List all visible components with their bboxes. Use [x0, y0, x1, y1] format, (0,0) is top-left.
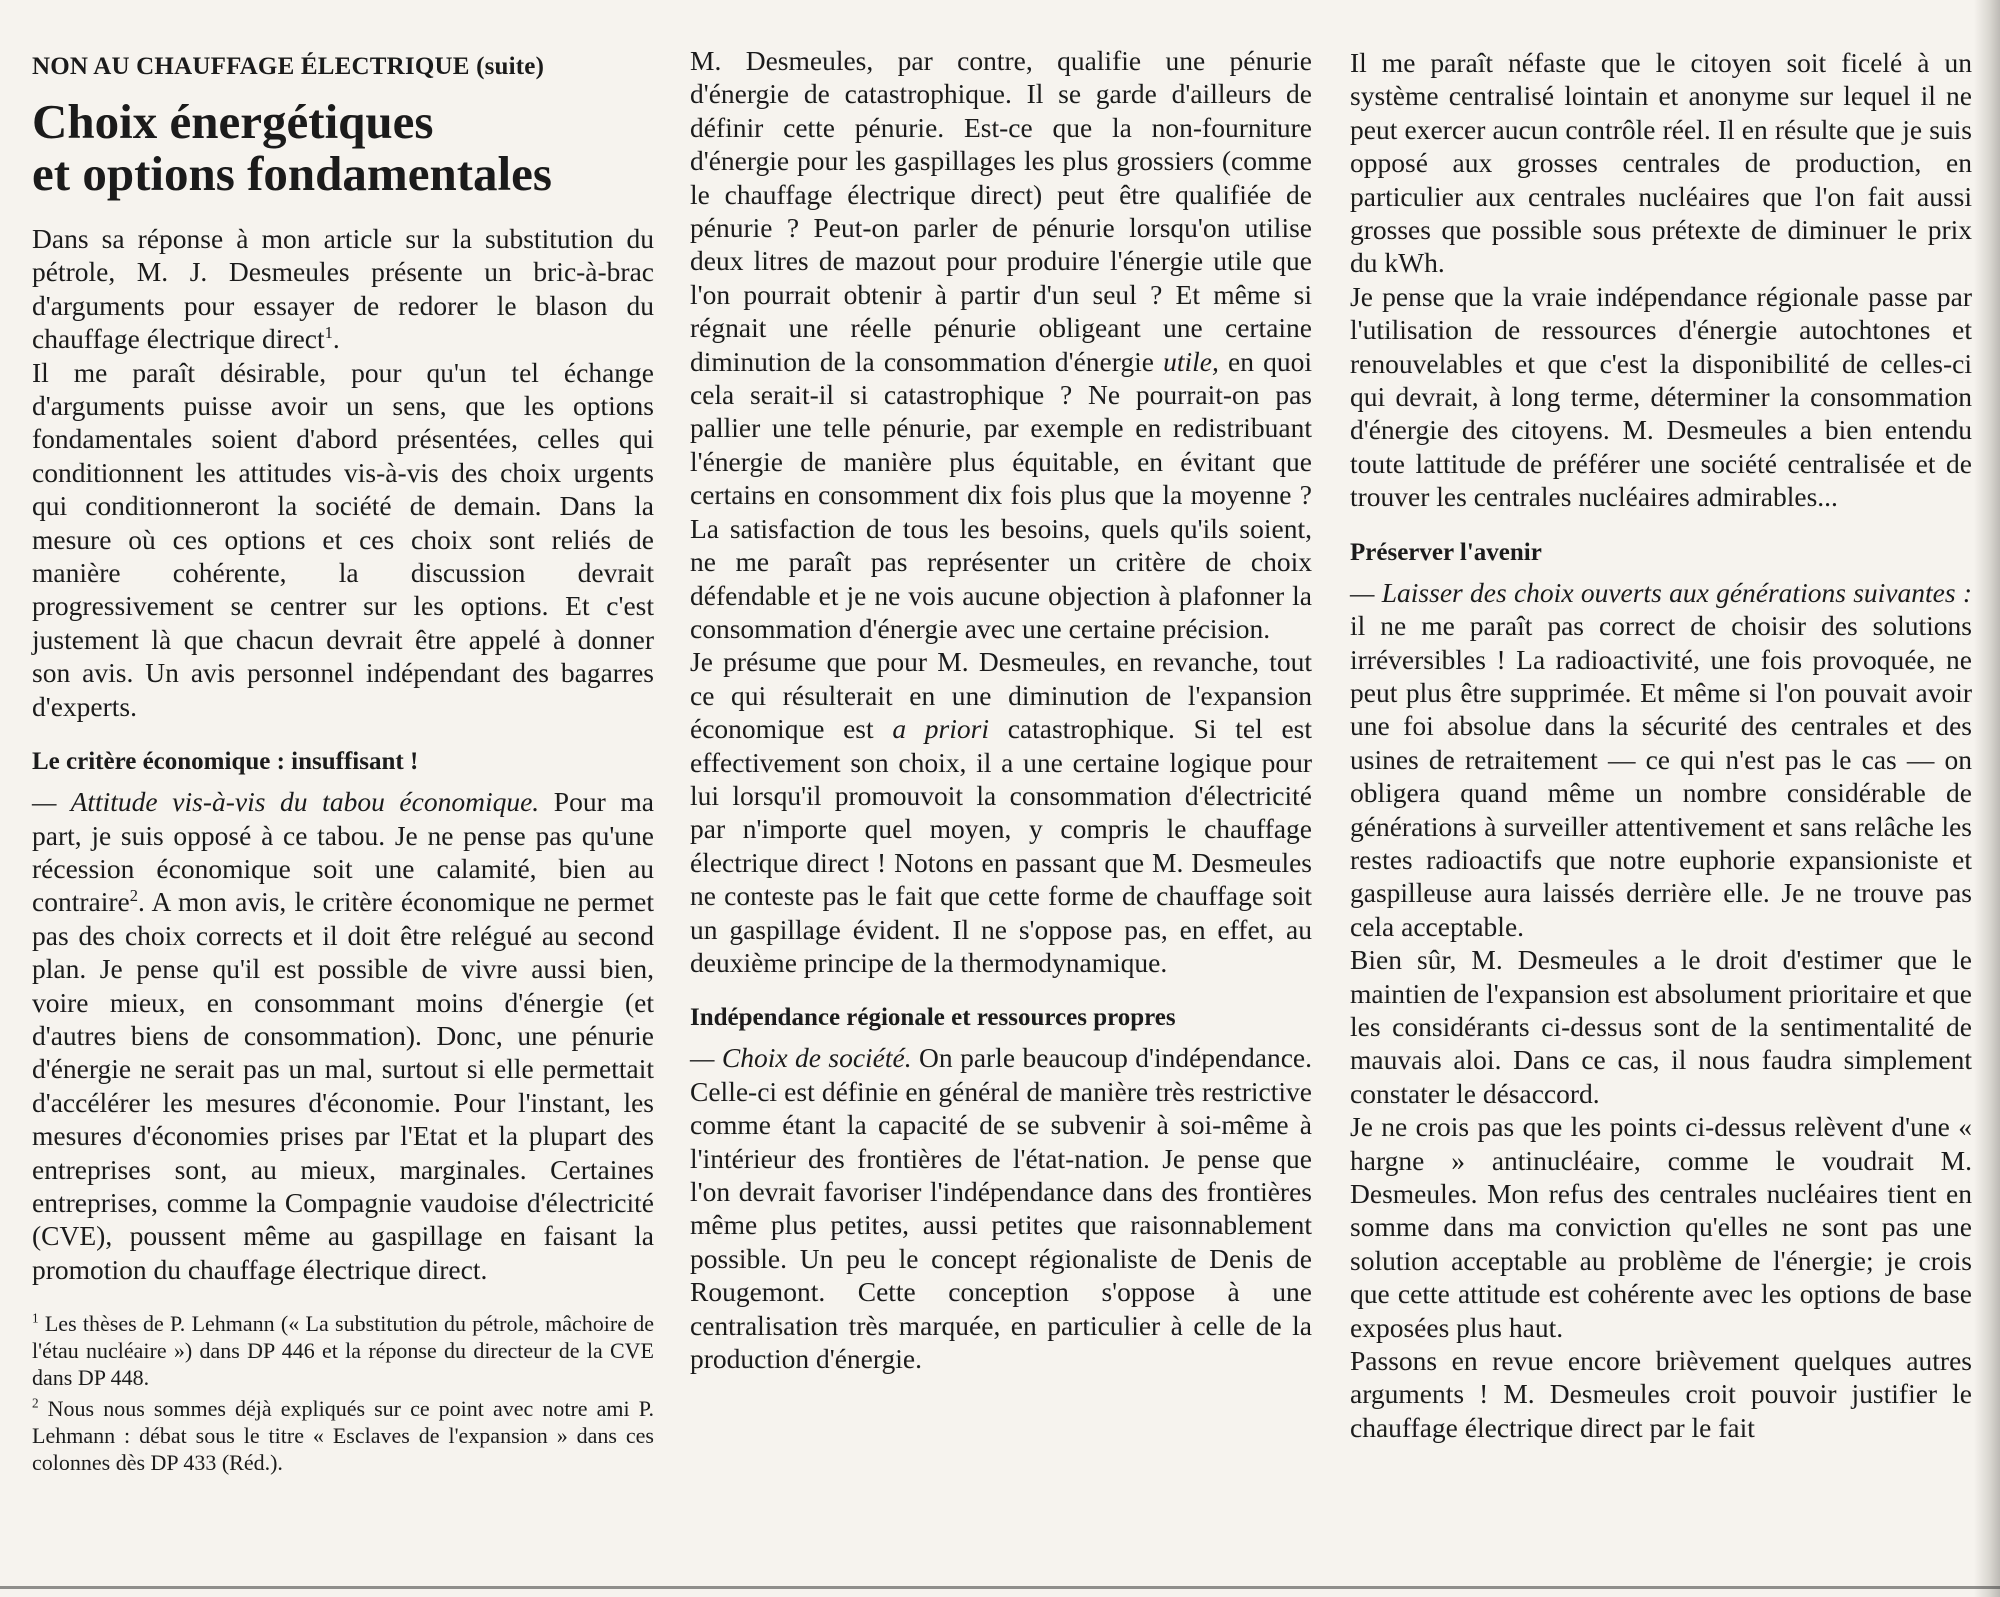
page-edge-shadow	[1974, 0, 2000, 1597]
paragraph: Je pense que la vraie indépendance régionale passe par l'utilisation de ressources d'énergie autochtones et renouvelables et que c'est la disponibilité de celles-ci qui devrait, à long terme, déterminer la consommation d'énergie des citoyens. M. Desmeules a bien entendu toute lattitude de préférer une société centralisée et de trouver les centrales nucléaires admirables...	[1350, 280, 1972, 513]
paragraph: M. Desmeules, par contre, qualifie une pénurie d'énergie de catastrophique. Il se garde d'ailleurs de définir cette pénurie. Est-ce que la non-fourniture d'énergie pour les gaspillages les plus grossiers (comme le chauffage électrique direct) peut être qualifiée de pénurie ? Peut-on parler de pénurie lorsqu'on utilise deux litres de mazout pour produire l'énergie utile que l'on pourrait obtenir à partir d'un seul ? Et même si régnait une réelle pénurie obligeant une certaine diminution de la consommation d'énergie utile, en quoi cela serait-il si catastrophique ? Ne pourrait-on pas pallier une telle pénurie, par exemple en redistribuant l'énergie de manière plus équitable, en évitant que certains en consomment dix fois plus que la moyenne ? La satisfaction de tous les besoins, quels qu'ils soient, ne me paraît pas représenter un critère de choix défendable et je ne vois aucune objection à plafonner la consommation d'énergie avec une certaine précision.	[690, 45, 1312, 644]
footnotes	[32, 1310, 654, 1476]
paragraph: Dans sa réponse à mon article sur la substitution du pétrole, M. J. Desmeules présente un bric-à-brac d'arguments pour essayer de redorer le blason du chauffage électrique direct$^1$.	[32, 223, 654, 355]
section-heading: Le critère économique : insuffisant !	[32, 748, 419, 776]
headline-line-1: Choix énergétiques	[32, 94, 434, 149]
paragraph: — Laisser des choix ouverts aux générations suivantes : il ne me paraît pas correct de choisir des solutions irréversibles ! La radioactivité, une fois provoquée, ne peut plus être supprimée. Et même si l'on pouvait avoir une foi absolue dans la sécurité des centrales et des usines de retraitement — ce qui n'est pas le cas — on obligera quand même un nombre considérable de générations à surveiller attentivement et sans relâche les restes radioactifs que notre euphorie expansioniste et gaspilleuse aura laissés derrière elle. Je ne trouve pas cela acceptable.	[1350, 576, 1972, 942]
footnote: $^1$ Les thèses de P. Lehmann (« La substitution du pétrole, mâchoire de l'étau nucléaire ») dans DP 446 et la réponse du directeur de la CVE dans DP 448.	[32, 1310, 654, 1391]
paragraph: Il me paraît néfaste que le citoyen soit ficelé à un système centralisé lointain et anonyme sur lequel il ne peut exercer aucun contrôle réel. Il en résulte que je suis opposé aux grosses centrales de production, en particulier aux centrales nucléaires que l'on fait aussi grosses que possible sous prétexte de diminuer le prix du kWh.	[1350, 47, 1972, 279]
article-kicker: NON AU CHAUFFAGE ÉLECTRIQUE (suite)	[32, 53, 545, 80]
headline-line-2: et options fondamentales	[32, 146, 552, 201]
paragraph: Bien sûr, M. Desmeules a le droit d'estimer que le maintien de l'expansion est absolument prioritaire et que les considérants ci-dessus sont de la sentimentalité de mauvais aloi. Dans ce cas, il nous faudra simplement constater le désaccord.	[1350, 944, 1972, 1109]
column-2	[690, 44, 1312, 1375]
paragraph: — Choix de société. On parle beaucoup d'indépendance. Celle-ci est définie en général de manière très restrictive comme étant la capacité de se subvenir à soi-même à l'intérieur des frontières de l'état-nation. Je pense que l'on devrait favoriser l'indépendance dans des frontières même plus petites, aussi petites que raisonnablement possible. Un peu le concept régionaliste de Denis de Rougemont. Cette conception s'oppose à une centralisation très marquée, en particulier à celle de la production d'énergie.	[690, 1042, 1313, 1375]
paragraph: Je ne crois pas que les points ci-dessus relèvent d'une « hargne » antinucléaire, comme le voudrait M. Desmeules. Mon refus des centrales nucléaires tient en somme dans ma conviction qu'elles ne sont pas une solution acceptable au problème de l'énergie; je crois que cette attitude est cohérente avec les options de base exposées plus haut.	[1350, 1111, 1972, 1343]
paragraph: Passons en revue encore brièvement quelques autres arguments ! M. Desmeules croit pouvoir justifier le chauffage électrique direct par le fait	[1350, 1345, 1972, 1443]
column-1	[32, 44, 654, 1480]
article-headline	[32, 96, 654, 200]
paragraph: Il me paraît désirable, pour qu'un tel échange d'arguments puisse avoir un sens, que les options fondamentales soient d'abord présentées, celles qui conditionnent les attitudes vis-à-vis des choix urgents qui conditionneront la société de demain. Dans la mesure où ces options et ces choix sont reliés de manière cohérente, la discussion devrait progressivement se centrer sur les options. Et c'est justement là que chacun devrait être appelé à donner son avis. Un avis personnel indépendant des bagarres d'experts.	[32, 356, 654, 722]
footnote-ref[interactable]: 1	[324, 323, 333, 343]
paragraph: — Attitude vis-à-vis du tabou économique. Pour ma part, je suis opposé à ce tabou. Je ne pense pas qu'une récession économique soit une calamité, bien au contraire$^2$. A mon avis, le critère économique ne permet pas des choix corrects et il doit être relégué au second plan. Je pense qu'il est possible de vivre aussi bien, voire mieux, en consommant moins d'énergie (et d'autres biens de consommation). Donc, une pénurie d'énergie ne serait pas un mal, surtout si elle permettait d'accélérer les mesures d'économie. Pour l'instant, les mesures d'économies prises par l'Etat et la plupart des entreprises sont, au mieux, marginales. Certaines entreprises, comme la Compagnie vaudoise d'électricité (CVE), poussent même au gaspillage en faisant la promotion du chauffage électrique direct.	[32, 786, 654, 1285]
footnote: $^2$ Nous nous sommes déjà expliqués sur ce point avec notre ami P. Lehmann : débat sous le titre « Esclaves de l'expansion » dans ces colonnes dès DP 433 (Réd.).	[32, 1395, 654, 1476]
paragraph: Je présume que pour M. Desmeules, en revanche, tout ce qui résulterait en une diminution de l'expansion économique est a priori catastrophique. Si tel est effectivement son choix, il a une certaine logique pour lui lorsqu'il promouvoit la consommation d'électricité par n'importe quel moyen, y compris le chauffage électrique direct ! Notons en passant que M. Desmeules ne conteste pas le fait que cette forme de chauffage soit un gaspillage évident. Il ne s'oppose pas, en effet, au deuxième principe de la thermodynamique.	[690, 646, 1313, 978]
section-heading: Préserver l'avenir	[1350, 538, 1542, 566]
page-bottom-edge	[0, 1586, 2000, 1589]
column-3	[1350, 46, 1972, 1444]
section-heading: Indépendance régionale et ressources propres	[690, 1004, 1176, 1032]
footnote-ref[interactable]: 2	[129, 886, 138, 906]
